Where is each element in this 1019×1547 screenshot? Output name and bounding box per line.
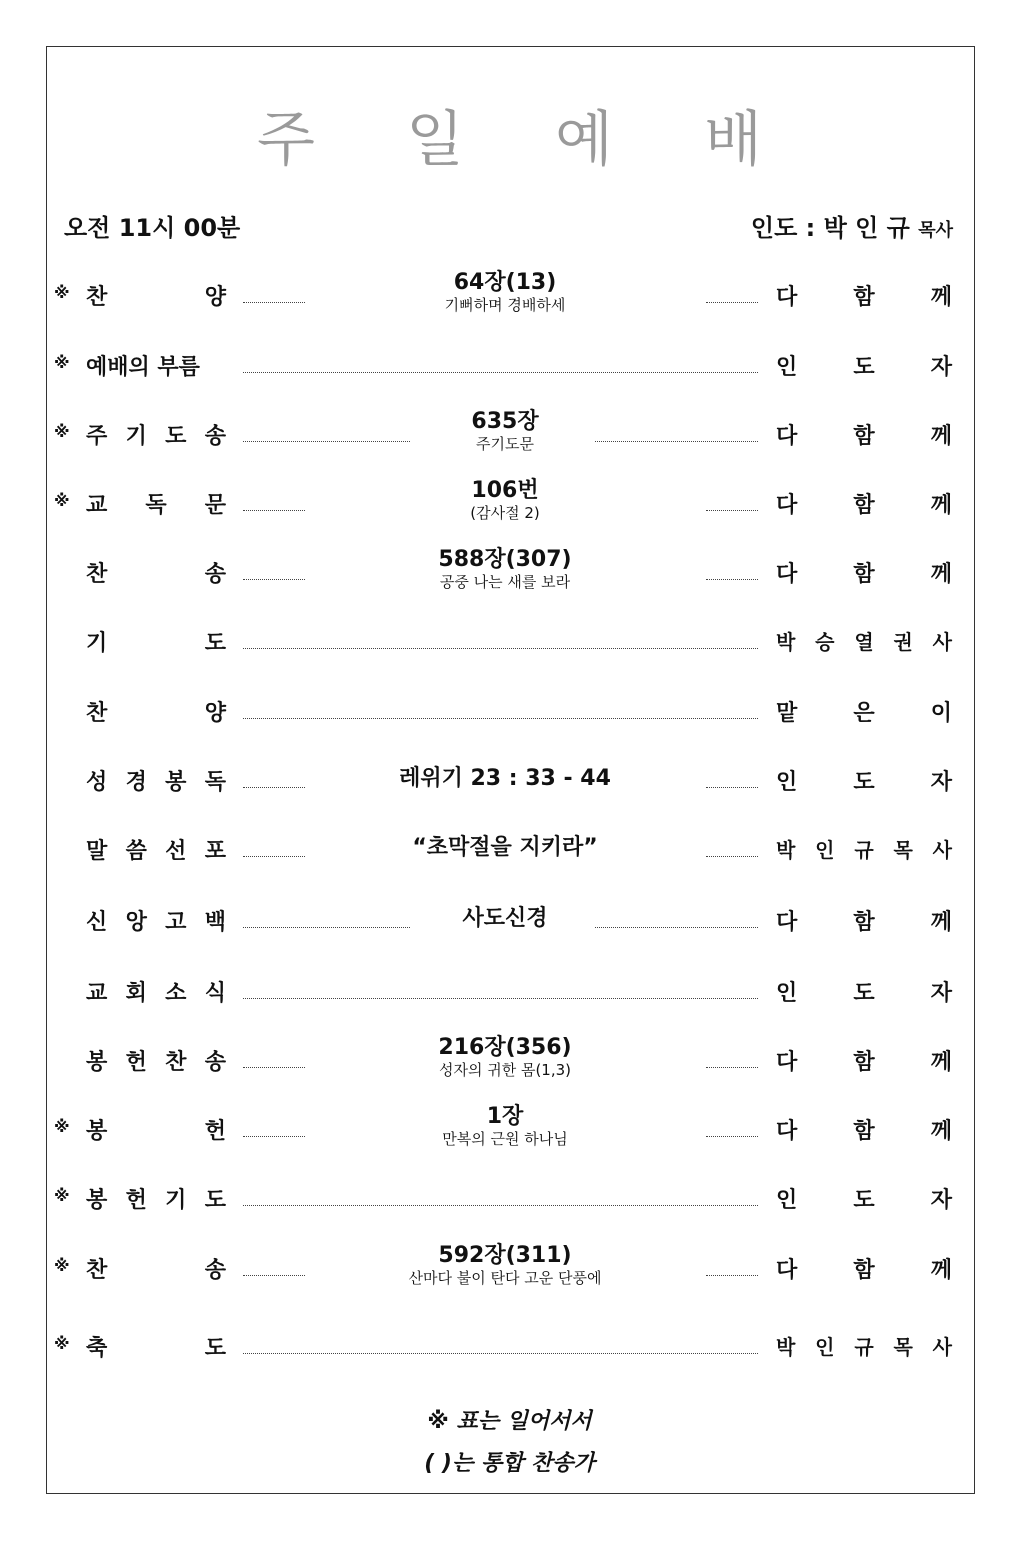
service-item: [0, 541, 1019, 601]
service-item: [0, 334, 1019, 394]
service-item: [0, 749, 1019, 809]
item-person-char: 다: [776, 562, 798, 587]
item-label: [86, 834, 226, 865]
item-label-char: 회: [125, 981, 147, 1006]
item-label-char: 찬: [86, 1258, 108, 1283]
item-person-char: 다: [776, 493, 798, 518]
item-person-char: 도: [853, 355, 875, 380]
dot-leader: [243, 718, 758, 719]
standing-mark: ※: [54, 1256, 70, 1275]
item-label-char: 헌: [204, 1119, 226, 1144]
item-person: [776, 1253, 952, 1284]
leader-label: 인도 :: [750, 214, 816, 242]
dot-leader: [243, 302, 305, 303]
service-item: [0, 264, 1019, 324]
item-person: [776, 1331, 952, 1360]
item-person-char: 함: [853, 1119, 875, 1144]
item-person: [776, 1045, 952, 1076]
service-item: [0, 610, 1019, 670]
item-person: [776, 1183, 952, 1214]
item-person-char: 께: [930, 1050, 952, 1075]
footer-note-hymnal: ( )는 통합 찬송가: [424, 1451, 595, 1476]
item-detail: [300, 547, 710, 591]
item-person-char: 인: [815, 838, 835, 862]
item-person-char: 함: [853, 285, 875, 310]
item-detail: [300, 766, 710, 792]
item-detail: [300, 270, 710, 314]
dot-leader: [243, 856, 305, 857]
item-label-char: 송: [204, 1050, 226, 1075]
item-person-char: 이: [930, 701, 952, 726]
item-label-char: 양: [204, 701, 226, 726]
page-title: 주 일 예 배: [256, 105, 799, 175]
item-person-char: 규: [854, 1335, 874, 1359]
item-person-char: 다: [776, 285, 798, 310]
item-person: [776, 834, 952, 863]
standing-mark: ※: [54, 353, 70, 372]
dot-leader: [243, 1136, 305, 1137]
item-label-char: 기: [86, 631, 108, 656]
item-person: [776, 350, 952, 381]
item-person-char: 함: [853, 562, 875, 587]
item-person-char: 인: [776, 770, 798, 795]
service-item: [0, 1098, 1019, 1158]
item-person-char: 사: [932, 1335, 952, 1359]
service-item: [0, 818, 1019, 878]
item-person-char: 함: [853, 424, 875, 449]
item-label-char: 백: [204, 910, 226, 935]
standing-mark: ※: [54, 422, 70, 441]
item-person: [776, 696, 952, 727]
item-label-char: 송: [204, 424, 226, 449]
item-person: [776, 765, 952, 796]
item-label-char: 도: [204, 631, 226, 656]
item-person-char: 께: [930, 493, 952, 518]
item-label-char: 고: [165, 910, 187, 935]
item-label-char: 찬: [86, 562, 108, 587]
item-detail-main: 106번: [471, 478, 539, 503]
item-person: [776, 488, 952, 519]
item-detail-sub: 산마다 불이 탄다 고운 단풍에: [408, 1269, 602, 1287]
item-person-char: 도: [853, 770, 875, 795]
item-label: [86, 1253, 226, 1284]
item-person-char: 은: [853, 701, 875, 726]
item-person: [776, 976, 952, 1007]
item-label-char: 찬: [86, 701, 108, 726]
standing-mark: ※: [54, 1186, 70, 1205]
item-person-char: 인: [815, 1335, 835, 1359]
item-person-char: 자: [930, 355, 952, 380]
item-label-char: 앙: [125, 910, 147, 935]
item-person-char: 사: [932, 838, 952, 862]
item-person-char: 자: [930, 1188, 952, 1213]
item-detail-main: 588장(307): [438, 547, 572, 572]
item-label: [86, 905, 226, 936]
item-person-char: 도: [853, 981, 875, 1006]
item-person-char: 께: [930, 285, 952, 310]
item-label-char: 독: [145, 493, 167, 518]
item-person-char: 인: [776, 355, 798, 380]
dot-leader: [706, 302, 758, 303]
item-detail-sub: 주기도문: [476, 435, 534, 453]
item-detail-sub: 공중 나는 새를 보라: [439, 573, 571, 591]
item-label-char: 기: [165, 1188, 187, 1213]
dot-leader: [243, 1067, 305, 1068]
dot-leader: [243, 998, 758, 999]
item-detail-sub: 만복의 근원 하나님: [442, 1130, 568, 1148]
item-person-char: 인: [776, 981, 798, 1006]
item-person-char: 박: [776, 630, 796, 654]
item-person-char: 께: [930, 1258, 952, 1283]
item-detail-main: “초막절을 지키라”: [412, 835, 598, 860]
item-label-char: 봉: [86, 1050, 108, 1075]
standing-mark: ※: [54, 491, 70, 510]
item-label: [86, 626, 226, 657]
item-label: [86, 1114, 226, 1145]
item-person: [776, 280, 952, 311]
item-detail: [300, 1104, 710, 1148]
item-label: [86, 419, 226, 450]
dot-leader: [243, 579, 305, 580]
footer-note-standing: ※ 표는 일어서서: [427, 1409, 592, 1434]
item-label-char: 씀: [125, 839, 147, 864]
item-detail-sub: (감사절 2): [470, 504, 540, 522]
item-person-char: 규: [854, 838, 874, 862]
item-person-char: 박: [776, 838, 796, 862]
item-label: [86, 488, 226, 519]
item-person-char: 목: [893, 838, 913, 862]
item-detail-main: 592장(311): [438, 1243, 572, 1268]
item-label-char: 헌: [125, 1050, 147, 1075]
item-person-char: 사: [932, 630, 952, 654]
item-label-char: 찬: [165, 1050, 187, 1075]
item-detail-main: 1장: [486, 1104, 524, 1129]
standing-mark: ※: [54, 1334, 70, 1353]
item-person-char: 께: [930, 562, 952, 587]
service-item: [0, 472, 1019, 532]
item-detail: [300, 478, 710, 522]
dot-leader: [706, 579, 758, 580]
item-label-char: 도: [204, 1336, 226, 1361]
service-item: [0, 1237, 1019, 1297]
item-detail-sub: 기뻐하며 경배하세: [444, 296, 566, 314]
item-label-char: 주: [86, 424, 108, 449]
item-person-char: 다: [776, 910, 798, 935]
dot-leader: [706, 1067, 758, 1068]
item-label-char: 봉: [86, 1119, 108, 1144]
item-label-char: 문: [204, 493, 226, 518]
item-label-char: 예배의 부름: [86, 355, 200, 380]
item-person-char: 께: [930, 910, 952, 935]
item-label: [86, 350, 226, 381]
item-person-char: 자: [930, 981, 952, 1006]
dot-leader: [706, 856, 758, 857]
item-person-char: 승: [815, 630, 835, 654]
dot-leader: [243, 372, 758, 373]
item-label-char: 독: [204, 770, 226, 795]
item-person-char: 함: [853, 1050, 875, 1075]
item-label: [86, 1045, 226, 1076]
service-item: [0, 889, 1019, 949]
leader-name: 박 인 규: [823, 214, 910, 242]
service-leader: [751, 208, 953, 243]
item-label: [86, 765, 226, 796]
item-label: [86, 696, 226, 727]
item-label: [86, 1331, 226, 1362]
dot-leader: [706, 1136, 758, 1137]
item-label-char: 봉: [165, 770, 187, 795]
service-item: [0, 1167, 1019, 1227]
item-label-char: 신: [86, 910, 108, 935]
item-label-char: 송: [204, 1258, 226, 1283]
item-label-char: 도: [204, 1188, 226, 1213]
item-person: [776, 557, 952, 588]
item-label-char: 선: [165, 839, 187, 864]
item-person-char: 다: [776, 1258, 798, 1283]
dot-leader: [706, 1275, 758, 1276]
item-label-char: 도: [165, 424, 187, 449]
dot-leader: [706, 510, 758, 511]
item-detail: [300, 835, 710, 861]
item-label: [86, 557, 226, 588]
item-label-char: 축: [86, 1336, 108, 1361]
service-item: [0, 1315, 1019, 1375]
item-person-char: 도: [853, 1188, 875, 1213]
dot-leader: [243, 1353, 758, 1354]
item-person-char: 께: [930, 1119, 952, 1144]
dot-leader: [243, 1205, 758, 1206]
item-label-char: 양: [204, 285, 226, 310]
item-person-char: 께: [930, 424, 952, 449]
item-detail-main: 64장(13): [453, 270, 557, 295]
item-label-char: 소: [165, 981, 187, 1006]
standing-mark: ※: [54, 1117, 70, 1136]
item-label-char: 교: [86, 493, 108, 518]
item-detail: [300, 409, 710, 453]
item-detail-sub: 성자의 귀한 몸(1,3): [438, 1061, 572, 1079]
item-person-char: 함: [853, 1258, 875, 1283]
service-item: [0, 403, 1019, 463]
dot-leader: [243, 648, 758, 649]
item-detail-main: 사도신경: [462, 906, 548, 931]
standing-mark: ※: [54, 283, 70, 302]
item-label-char: 기: [125, 424, 147, 449]
item-label-char: 말: [86, 839, 108, 864]
item-person-char: 자: [930, 770, 952, 795]
leader-title: 목사: [918, 220, 953, 241]
item-label-char: 식: [204, 981, 226, 1006]
service-item: [0, 1029, 1019, 1089]
item-label: [86, 976, 226, 1007]
service-item: [0, 680, 1019, 740]
dot-leader: [243, 1275, 305, 1276]
item-label-char: 봉: [86, 1188, 108, 1213]
service-time: 오전 11시 00분: [64, 214, 241, 242]
dot-leader: [706, 787, 758, 788]
item-person: [776, 1114, 952, 1145]
item-person-char: 박: [776, 1335, 796, 1359]
service-item: [0, 960, 1019, 1020]
item-person-char: 다: [776, 424, 798, 449]
item-detail: [300, 1035, 710, 1079]
item-person: [776, 626, 952, 655]
item-person-char: 함: [853, 910, 875, 935]
item-detail-main: 635장: [471, 409, 539, 434]
item-label-char: 헌: [125, 1188, 147, 1213]
item-label: [86, 1183, 226, 1214]
item-person-char: 열: [854, 630, 874, 654]
item-label-char: 송: [204, 562, 226, 587]
item-detail: [300, 906, 710, 932]
item-person-char: 다: [776, 1119, 798, 1144]
item-person: [776, 419, 952, 450]
dot-leader: [243, 510, 305, 511]
item-label-char: 성: [86, 770, 108, 795]
item-label-char: 경: [125, 770, 147, 795]
item-label-char: 포: [204, 839, 226, 864]
item-detail-main: 216장(356): [438, 1035, 572, 1060]
item-person-char: 맡: [776, 701, 798, 726]
item-label-char: 교: [86, 981, 108, 1006]
item-person-char: 함: [853, 493, 875, 518]
item-person-char: 권: [893, 630, 913, 654]
item-person-char: 목: [893, 1335, 913, 1359]
item-person-char: 인: [776, 1188, 798, 1213]
item-detail: [300, 1243, 710, 1287]
item-label-char: 찬: [86, 285, 108, 310]
item-person: [776, 905, 952, 936]
item-detail-main: 레위기 23 : 33 - 44: [399, 766, 611, 791]
item-label: [86, 280, 226, 311]
dot-leader: [243, 787, 305, 788]
item-person-char: 다: [776, 1050, 798, 1075]
